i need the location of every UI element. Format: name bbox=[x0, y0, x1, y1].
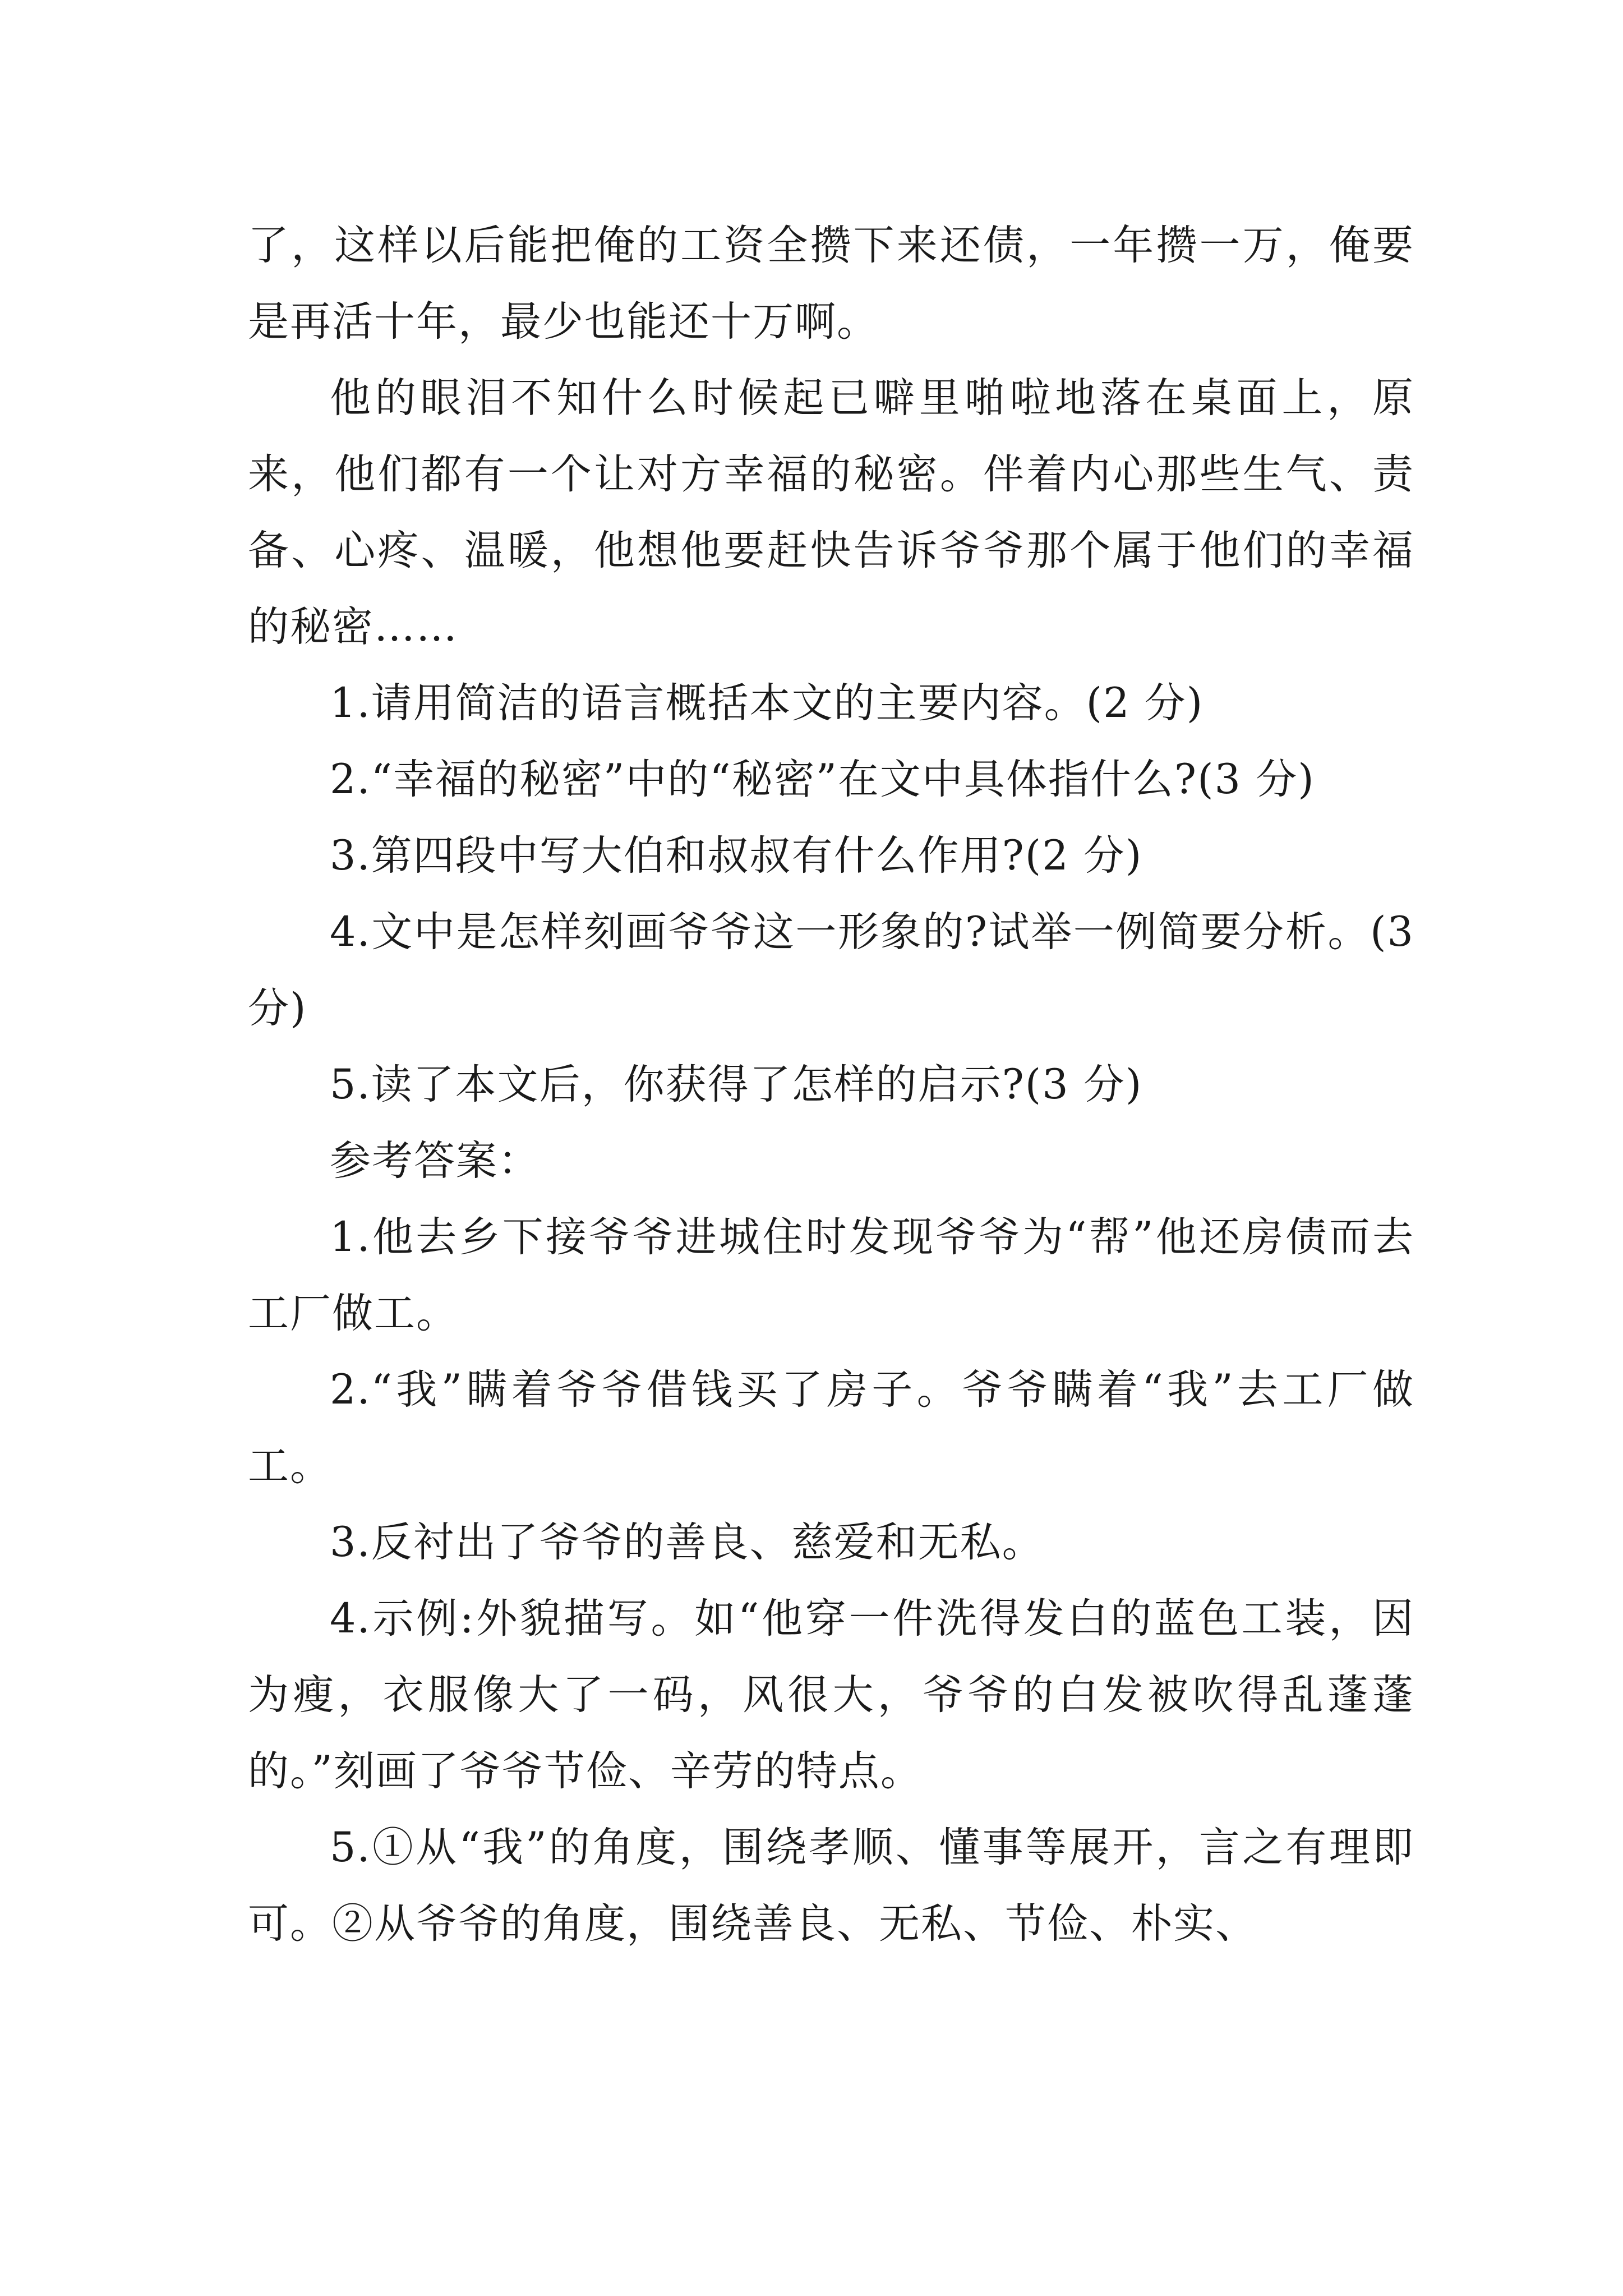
answer-5: 5.①从“我”的角度，围绕孝顺、懂事等展开，言之有理即可。②从爷爷的角度，围绕善良、无私、节俭、朴实、 bbox=[248, 1824, 1414, 1948]
question-1: 1.请用简洁的语言概括本文的主要内容。(2 分) bbox=[330, 679, 1204, 727]
paragraph-story-ending: 他的眼泪不知什么时候起已噼里啪啦地落在桌面上，原来，他们都有一个让对方幸福的秘密。伴着内心那些生气、责备、心疼、温暖，他想他要赶快告诉爷爷那个属于他们的幸福的秘密…… bbox=[248, 374, 1414, 651]
question-4: 4.文中是怎样刻画爷爷这一形象的?试举一例简要分析。(3 分) bbox=[248, 908, 1414, 1032]
question-2: 2.“幸福的秘密”中的“秘密”在文中具体指什么?(3 分) bbox=[330, 756, 1315, 803]
question-3: 3.第四段中写大伯和叔叔有什么作用?(2 分) bbox=[330, 832, 1143, 880]
paragraph-continuation: 了，这样以后能把俺的工资全攒下来还债，一年攒一万，俺要是再活十年，最少也能还十万啊。 bbox=[248, 222, 1414, 346]
answer-key-heading: 参考答案： bbox=[330, 1137, 540, 1185]
question-5: 5.读了本文后，你获得了怎样的启示?(3 分) bbox=[330, 1061, 1143, 1108]
answer-3: 3.反衬出了爷爷的善良、慈爱和无私。 bbox=[330, 1519, 1044, 1566]
answer-1: 1.他去乡下接爷爷进城住时发现爷爷为“帮”他还房债而去工厂做工。 bbox=[248, 1213, 1414, 1337]
answer-2: 2.“我”瞒着爷爷借钱买了房子。爷爷瞒着“我”去工厂做工。 bbox=[248, 1366, 1414, 1490]
answer-4: 4.示例:外貌描写。如“他穿一件洗得发白的蓝色工装，因为瘦，衣服像大了一码，风很大，爷爷的白发被吹得乱蓬蓬的。”刻画了爷爷节俭、辛劳的特点。 bbox=[248, 1595, 1414, 1795]
document-body bbox=[248, 208, 1414, 1962]
